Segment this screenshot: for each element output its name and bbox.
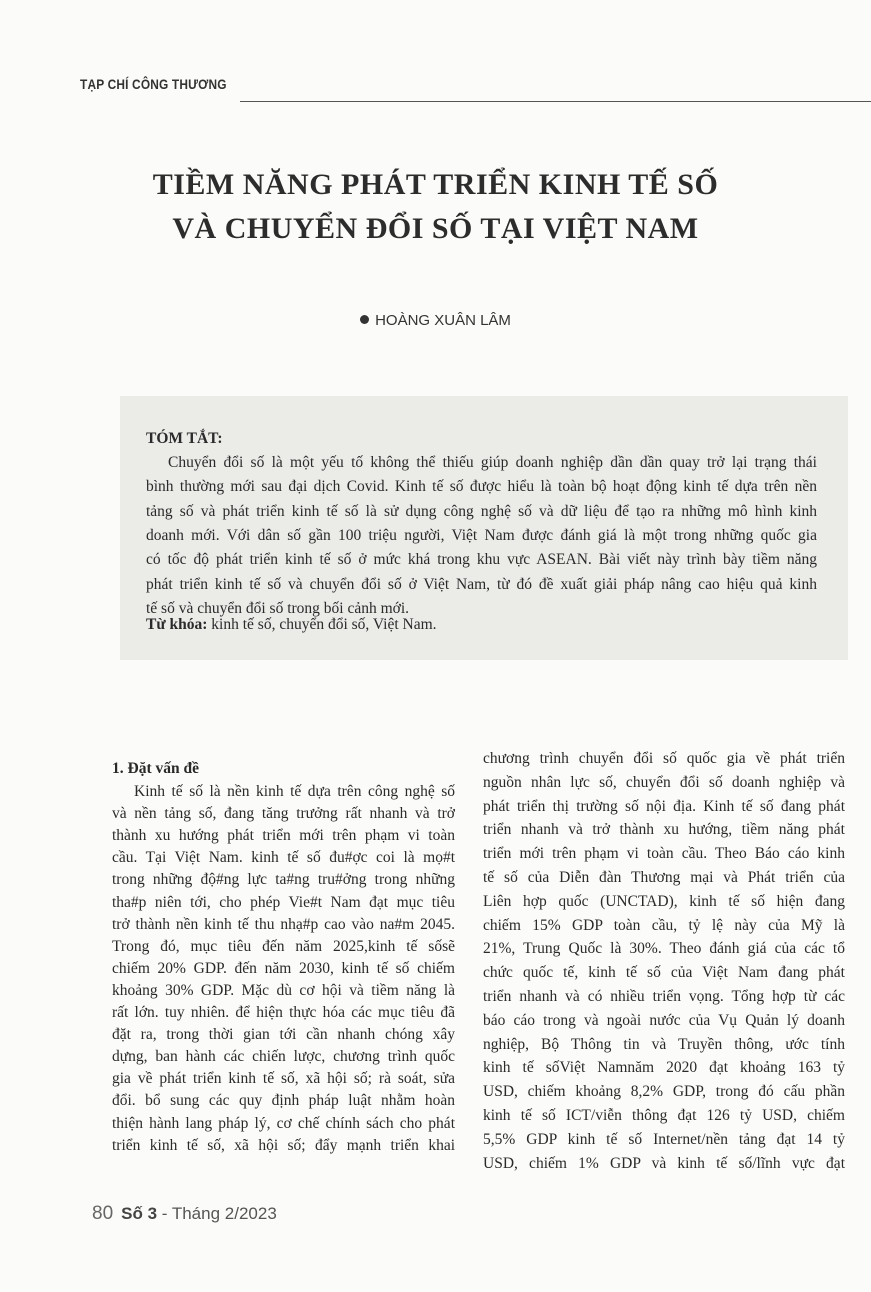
abstract-line: bình thường mới sau đại dịch Covid. Kinh tế số được hiểu là toàn bộ hoạt động kinh tế dựa trên nền xyxy=(146,478,817,496)
body-line: dựng, ban hành các chiến lược, chương trình quốc xyxy=(112,1048,455,1066)
body-line: đặt ra, trong thời gian tới cần nhanh chóng xây xyxy=(112,1026,455,1044)
body-line: cầu. Tại Việt Nam. kinh tế số đu#ợc coi là mọ#t xyxy=(112,849,455,867)
body-line: và nền tảng số, đang tăng trưởng rất nhanh và trở xyxy=(112,805,455,823)
body-line: trong những độ#ng lực ta#ng tru#ởng trong những xyxy=(112,871,455,889)
body-line: nguồn nhân lực số, chuyển đổi số doanh nghiệp và xyxy=(483,773,845,791)
body-line: triển kinh tế số, xã hội số; đẩy mạnh triển khai xyxy=(112,1136,455,1154)
body-line: Trong đó, mục tiêu đến năm 2025,kinh tế sốsẽ xyxy=(112,937,455,955)
body-line: Liên hợp quốc (UNCTAD), kinh tế số hiện đang xyxy=(483,892,845,910)
body-line: USD, chiếm khoảng 8,2% GDP, trong đó cấu phần xyxy=(483,1083,845,1101)
issue-date: - Tháng 2/2023 xyxy=(157,1204,277,1223)
body-line: báo cáo trong và ngoài nước của Vụ Quản lý doanh xyxy=(483,1011,845,1029)
body-line: khoảng 30% GDP. Mặc dù cơ hội và tiềm năng là xyxy=(112,981,455,999)
body-line: tế số của Diễn đàn Thương mại và Phát triển của xyxy=(483,869,845,886)
keywords-value: kinh tế số, chuyển đổi số, Việt Nam. xyxy=(207,616,437,633)
body-line: triển nhanh và có nhiều triển vọng. Tổng hợp từ các xyxy=(483,988,845,1005)
article-title-line-1: TIỀM NĂNG PHÁT TRIỂN KINH TẾ SỐ xyxy=(152,168,719,201)
body-line: chức quốc tế, kinh tế số của Việt Nam đang phát xyxy=(483,964,845,982)
body-line: chương trình chuyển đổi số quốc gia về phát triển xyxy=(483,750,845,767)
body-line: gia về phát triển kinh tế số, xã hội số; rà soát, sửa xyxy=(112,1070,455,1088)
abstract-line: có tốc độ phát triển kinh tế số ở mức khá trong khu vực ASEAN. Bài viết này trình bày tiềm năng xyxy=(146,551,817,569)
body-line: phát triển thị trường số nội địa. Kinh tế số đang phát xyxy=(483,797,845,815)
header-rule xyxy=(240,101,871,102)
body-line: USD, chiếm 1% GDP và kinh tế số/lĩnh vực đạt xyxy=(483,1154,845,1172)
abstract-line: doanh mới. Với dân số gần 100 triệu người, Việt Nam được đánh giá là một trong những quốc gia xyxy=(146,526,817,544)
body-line: trở thành nền kinh tế thu nhạ#p cao vào na#m 2045. xyxy=(112,915,455,933)
body-line: 21%, Trung Quốc là 30%. Theo đánh giá của các tổ xyxy=(483,940,845,958)
bullet-icon xyxy=(360,315,369,324)
author-name: HOÀNG XUÂN LÂM xyxy=(375,312,511,329)
keywords xyxy=(146,616,437,634)
author xyxy=(0,312,871,329)
body-line: rất lớn. tuy nhiên. để hiện thực hóa các mục tiêu đã xyxy=(112,1004,455,1021)
section-heading: 1. Đặt vấn đề xyxy=(112,760,199,777)
keywords-label: Từ khóa: xyxy=(146,616,208,633)
body-line: kinh tế số ICT/viễn thông đạt 126 tỷ USD, chiếm xyxy=(483,1107,845,1124)
page-footer xyxy=(92,1203,277,1225)
body-line: chiếm 15% GDP toàn cầu, tỷ lệ này của Mỹ là xyxy=(483,916,845,934)
body-line: 5,5% GDP kinh tế số Internet/nền tảng đạt 14 tỷ xyxy=(483,1130,845,1148)
abstract-line: tế số và chuyển đổi số trong bối cảnh mới. xyxy=(146,599,410,617)
abstract-heading: TÓM TẮT: xyxy=(146,430,223,447)
issue-number: Số 3 xyxy=(121,1204,158,1223)
body-line: triển nhanh và trở thành xu hướng, tiềm năng phát xyxy=(483,821,845,839)
journal-name: TẠP CHÍ CÔNG THƯƠNG xyxy=(80,76,227,92)
body-line: tha#p niên tới, cho phép Vie#t Nam đạt mục tiêu xyxy=(112,893,455,911)
body-line: Kinh tế số là nền kinh tế dựa trên công nghệ số xyxy=(134,783,455,800)
abstract-line: phát triển kinh tế số và chuyển đổi số ở Việt Nam, từ đó đề xuất giải pháp nâng cao hiệu quả kinh xyxy=(146,575,817,593)
abstract-line: Chuyển đổi số là một yếu tố không thể thiếu giúp doanh nghiệp dần dần quay trở lại trạng thái xyxy=(168,454,817,471)
body-line: triển mới trên phạm vi toàn cầu. Theo Báo cáo kinh xyxy=(483,845,845,863)
abstract-line: tảng số và phát triển kinh tế số là sử dụng công nghệ số và dữ liệu để tạo ra những mô hình kinh xyxy=(146,502,817,520)
body-line: nghiệp, Bộ Thông tin và Truyền thông, ước tính xyxy=(483,1035,845,1053)
body-line: kinh tế sốViệt Namnăm 2020 đạt khoảng 163 tỷ xyxy=(483,1059,845,1077)
body-line: thành xu hướng phát triển mới trên phạm vi toàn xyxy=(112,827,455,845)
abstract-box xyxy=(120,396,848,660)
body-line: thiện hành lang pháp lý, cơ chế chính sách cho phát xyxy=(112,1114,455,1132)
body-line: đổi. bổ sung các quy định pháp luật nhằm hoàn xyxy=(112,1092,455,1110)
body-line: chiếm 20% GDP. đến năm 2030, kinh tế số chiếm xyxy=(112,959,455,977)
article-title-line-2: VÀ CHUYỂN ĐỔI SỐ TẠI VIỆT NAM xyxy=(172,212,699,245)
page-number: 80 xyxy=(92,1203,114,1224)
